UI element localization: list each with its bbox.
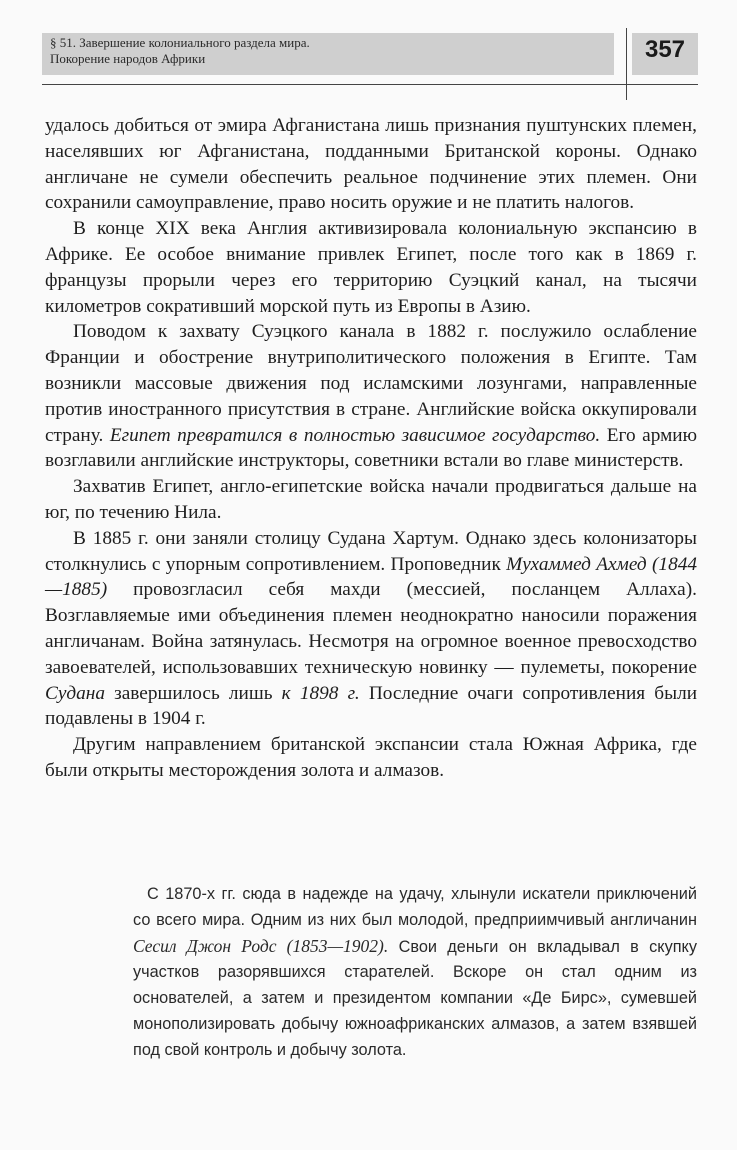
supplementary-text [133,882,697,1064]
text-run: В 1885 г. они заняли столицу Судана Хартум. Однако здесь колонизаторы столкнулись с упорным сопротивлением. Проповедник [45,527,697,575]
header-vertical-rule [626,28,627,100]
running-header [50,35,610,67]
paragraph: В конце XIX века Англия активизировала колониальную экспансию в Африке. Ее особое внимание привлек Египет, после того как в 1869 г. французы прорыли через его территорию Суэцкий канал, на тысячи километров сокративший морской путь из Европы в Азию. [45,218,697,317]
text-run: Последние очаги сопротивления были подавлены в 1904 г. [45,682,698,730]
emphasis: Мухаммед Ахмед (1844—1885) [45,553,697,601]
paragraph: удалось добиться от эмира Афганистана лишь признания пуштунских племен, населявших юг Афганистана, подданными Британской короны. Однако англичане не сумели обеспечить реальное подчинение этих племен. Они сохранили самоуправление, право носить оружие и не платить налогов. [45,115,697,214]
paragraph [45,526,697,732]
text-run: провозгласил себя махди (мессией, посланцем Аллаха). Возглавляемые ими объединения племен неоднократно наносили поражения англичанам. Война затянулась. Несмотря на огромное военное превосходство завоевателей, использовавших техническую новинку — пулеметы, покорение [45,579,697,678]
text-run: завершилось лишь [104,682,282,704]
text-run: С 1870-х гг. сюда в надежде на удачу, хлынули искатели приключений со всего мира. Одним из них был молодой, предприимчивый англичанин [133,885,697,929]
emphasis: Судана [45,682,105,704]
paragraph: Другим направлением британской экспансии стала Южная Африка, где были открыты месторождения золота и алмазов. [45,734,697,781]
page-number: 357 [644,36,686,63]
main-text [45,113,697,784]
text-run: Его армию возглавили английские инструкторы, советники встали во главе министерств. [45,424,697,472]
text-run: Свои деньги он вкладывал в скупку участков разорявшихся старателей. Вскоре он стал одним из основателей, а затем и президентом компании «Де Бирс», сумевшей монополизировать добычу южноафриканских алмазов, а затем взявшей под свой контроль и добычу золота. [133,937,698,1059]
text-run: Поводом к захвату Суэцкого канала в 1882 г. послужило ослабление Франции и обострение внутриполитического положения в Египте. Там возникли массовые движения под исламскими лозунгами, направленные против иностранного присутствия в стране. Английские войска оккупировали страну. [45,321,697,446]
section-title-line1: § 51. Завершение колониального раздела мира. [50,35,310,50]
emphasis: Сесил Джон Родс (1853—1902). [133,935,389,956]
section-title-line2: Покорение народов Африки [50,51,206,66]
paragraph [45,319,697,474]
emphasis: Египет превратился в полностью зависимое государство. [109,424,601,446]
paragraph [133,882,697,1064]
paragraph: Захватив Египет, англо-египетские войска начали продвигаться дальше на юг, по течению Нила. [45,476,697,523]
emphasis: к 1898 г. [281,682,360,704]
header-rule [42,84,698,85]
